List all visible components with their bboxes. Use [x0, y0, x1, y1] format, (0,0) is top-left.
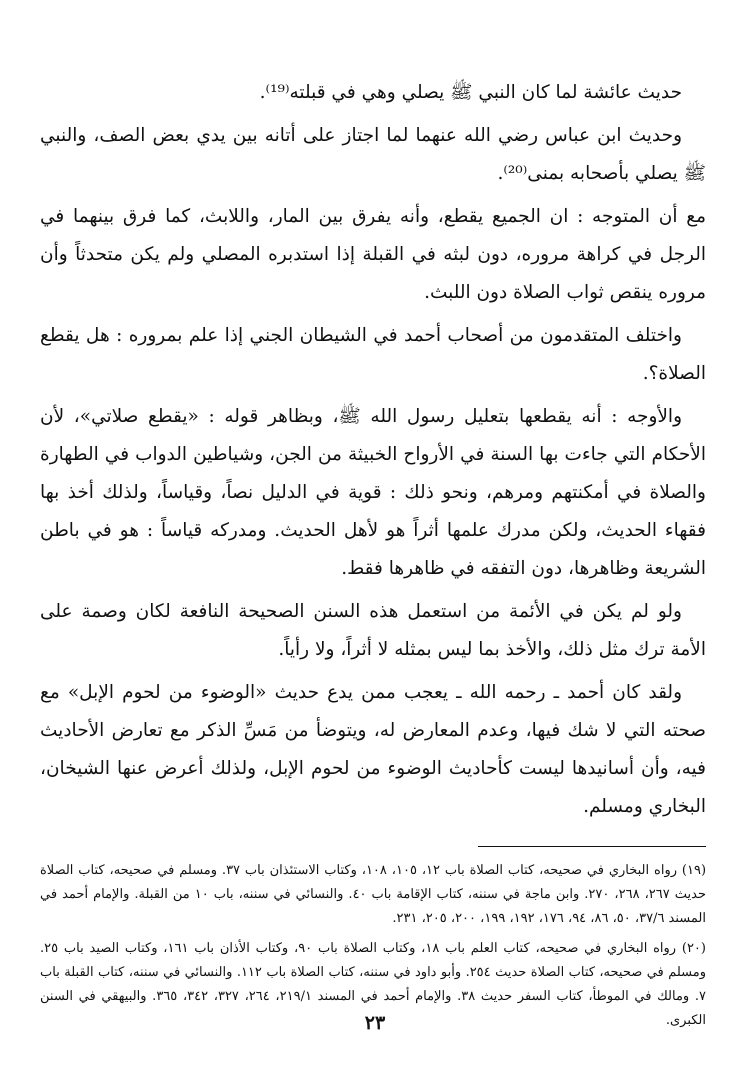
main-text — [40, 74, 706, 826]
paragraph-ibn-abbas-hadith: وحديث ابن عباس رضي الله عنهما لما اجتاز على أتانه بين يدي بعض الصف، والنبي ﷺ يصلي بأصحابه بمنى⁽²⁰⁾. — [40, 125, 706, 184]
footnote-19: (١٩) رواه البخاري في صحيحه، كتاب الصلاة باب ١٢، ١٠٥، ١٠٨، وكتاب الاستئذان باب ٣٧. ومسلم في صحيحه، كتاب الصلاة حديث ٢٦٧، ٢٦٨، ٢٧٠. وابن ماجة في سننه، كتاب الإقامة باب ٤٠. والنسائي في سننه، باب ١٠ من القبلة. والإمام أحمد في المسند ٣٧/٦، ٥٠، ٨٦، ٩٤، ١٧٦، ١٩٢، ١٩٩، ٢٠٠، ٢٠٥، ٢٣١. — [40, 863, 707, 926]
paragraph-aisha-hadith: حديث عائشة لما كان النبي ﷺ يصلي وهي في قبلته⁽¹⁹⁾. — [259, 82, 682, 103]
paragraph-preferred-view: والأوجه : أنه يقطعها بتعليل رسول الله ﷺ، وبظاهر قوله : «يقطع صلاتي»، لأن الأحكام التي جاءت بها السنة في الأرواح الخبيثة من الجن، وشياطين الدواب في الطهارة والصلاة في أمكنتهم ومرهم، ونحو ذلك : قوية في الدليل نصاً، وقياساً، ولذلك أخذ بها فقهاء الحديث، ولكن مدرك علمها أثراً هو لأهل الحديث. ومدركه قياساً : هو في باطن الشريعة وظاهرها، دون التفقه في ظاهرها فقط. — [40, 406, 706, 579]
page-number: ٢٣ — [364, 1012, 386, 1034]
footnote-divider — [478, 846, 706, 847]
footnotes — [40, 859, 706, 1033]
paragraph-imams-sunan: ولو لم يكن في الأئمة من استعمل هذه السنن الصحيحة النافعة لكان وصمة على الأمة ترك مثل ذلك، والأخذ بما ليس بمثله لا أثراً، ولا رأياً. — [40, 601, 706, 660]
book-page — [40, 74, 706, 1039]
footnote-20: (٢٠) رواه البخاري في صحيحه، كتاب العلم باب ١٨، وكتاب الصلاة باب ٩٠، وكتاب الأذان باب ١٦١، وكتاب الصيد باب ٢٥. ومسلم في صحيحه، كتاب الصلاة حديث ٢٥٤. وأبو داود في سننه، كتاب الصلاة باب ١١٢. والنسائي في سننه، كتاب القبلة باب ٧. ومالك في الموطأ، كتاب السفر حديث ٣٨. والإمام أحمد في المسند ٢١٩/١، ٢٦٤، ٣٢٧، ٣٤٢، ٣٦٥. والبيهقي في السنن الكبرى. — [40, 941, 707, 1028]
paragraph-passing-vs-staying: مع أن المتوجه : ان الجميع يقطع، وأنه يفرق بين المار، واللابث، كما فرق بينهما في الرجل في كراهة مروره، دون لبثه في القبلة إذا استدبره المصلي ولم يكن متحدثاً وأن مروره ينقص ثواب الصلاة دون اللبث. — [40, 206, 706, 303]
paragraph-jinn-question: واختلف المتقدمون من أصحاب أحمد في الشيطان الجني إذا علم بمروره : هل يقطع الصلاة؟. — [40, 325, 706, 384]
paragraph-ahmad-camel-meat: ولقد كان أحمد ـ رحمه الله ـ يعجب ممن يدع حديث «الوضوء من لحوم الإبل» مع صحته التي لا شك فيها، وعدم المعارض له، ويتوضأ من مَسِّ الذكر مع تعارض الأحاديث فيه، وأن أسانيدها ليست كأحاديث الوضوء من لحوم الإبل، ولذلك أعرض عنها الشيخان، البخاري ومسلم. — [40, 682, 706, 817]
